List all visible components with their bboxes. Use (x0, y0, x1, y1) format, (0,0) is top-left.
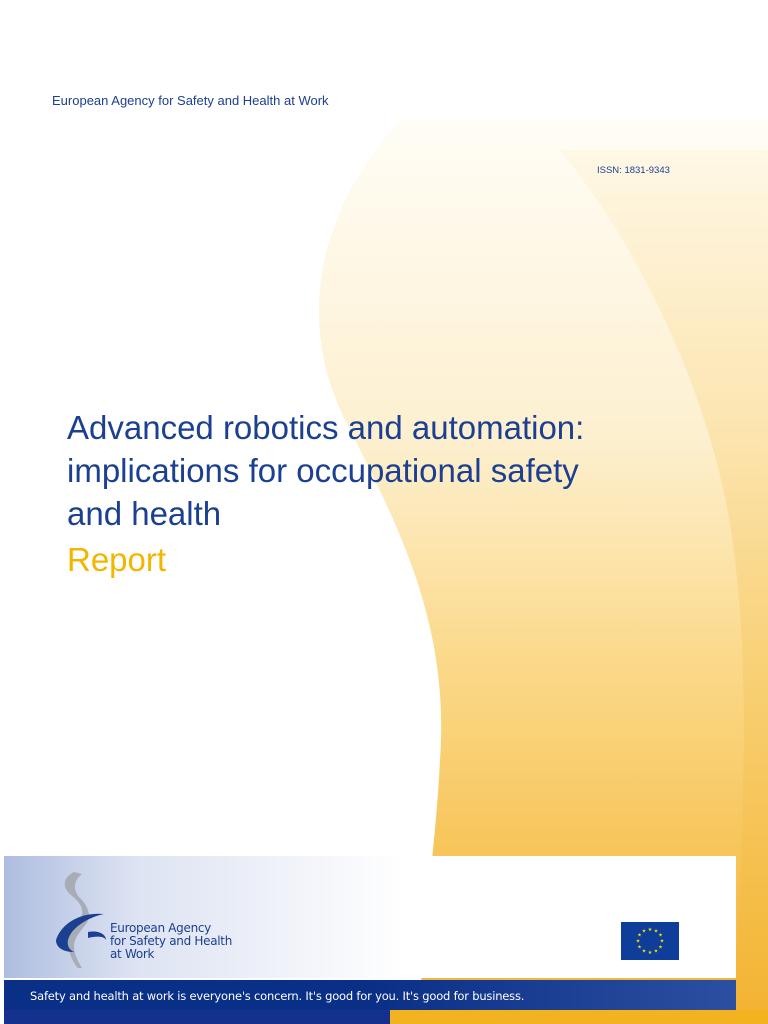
agency-logo-text (110, 922, 232, 961)
slogan-text: Safety and health at work is everyone's concern. It's good for you. It's good for business. (30, 989, 525, 1003)
euosha-logo-icon (52, 870, 112, 970)
svg-text:★: ★ (658, 932, 663, 939)
bottom-stripe-gold (390, 1010, 768, 1024)
svg-text:★: ★ (637, 932, 642, 939)
svg-text:★: ★ (658, 944, 663, 951)
svg-text:★: ★ (635, 938, 641, 945)
logo-text-line: for Safety and Health (110, 934, 233, 948)
svg-text:★: ★ (659, 938, 665, 945)
svg-text:★: ★ (647, 950, 653, 956)
svg-text:★: ★ (637, 944, 642, 951)
logo-text-line: at Work (110, 947, 155, 961)
report-title (67, 406, 667, 535)
report-subtitle: Report (67, 541, 167, 578)
svg-text:★: ★ (641, 948, 647, 955)
svg-text:★: ★ (653, 948, 659, 955)
svg-text:★: ★ (641, 928, 647, 935)
issn-number: ISSN: 1831-9343 (597, 165, 670, 176)
organization-name: European Agency for Safety and Health at Work (52, 93, 329, 108)
svg-text:★: ★ (653, 928, 659, 935)
report-title-line: implications for occupational safety (67, 452, 579, 489)
logo-text-line: European Agency (110, 921, 211, 935)
report-title-line: Advanced robotics and automation: (67, 409, 585, 446)
eu-flag-icon (621, 922, 679, 960)
svg-text:★: ★ (647, 927, 653, 933)
bottom-stripe-blue (4, 1010, 390, 1024)
report-title-line: and health (67, 495, 222, 532)
